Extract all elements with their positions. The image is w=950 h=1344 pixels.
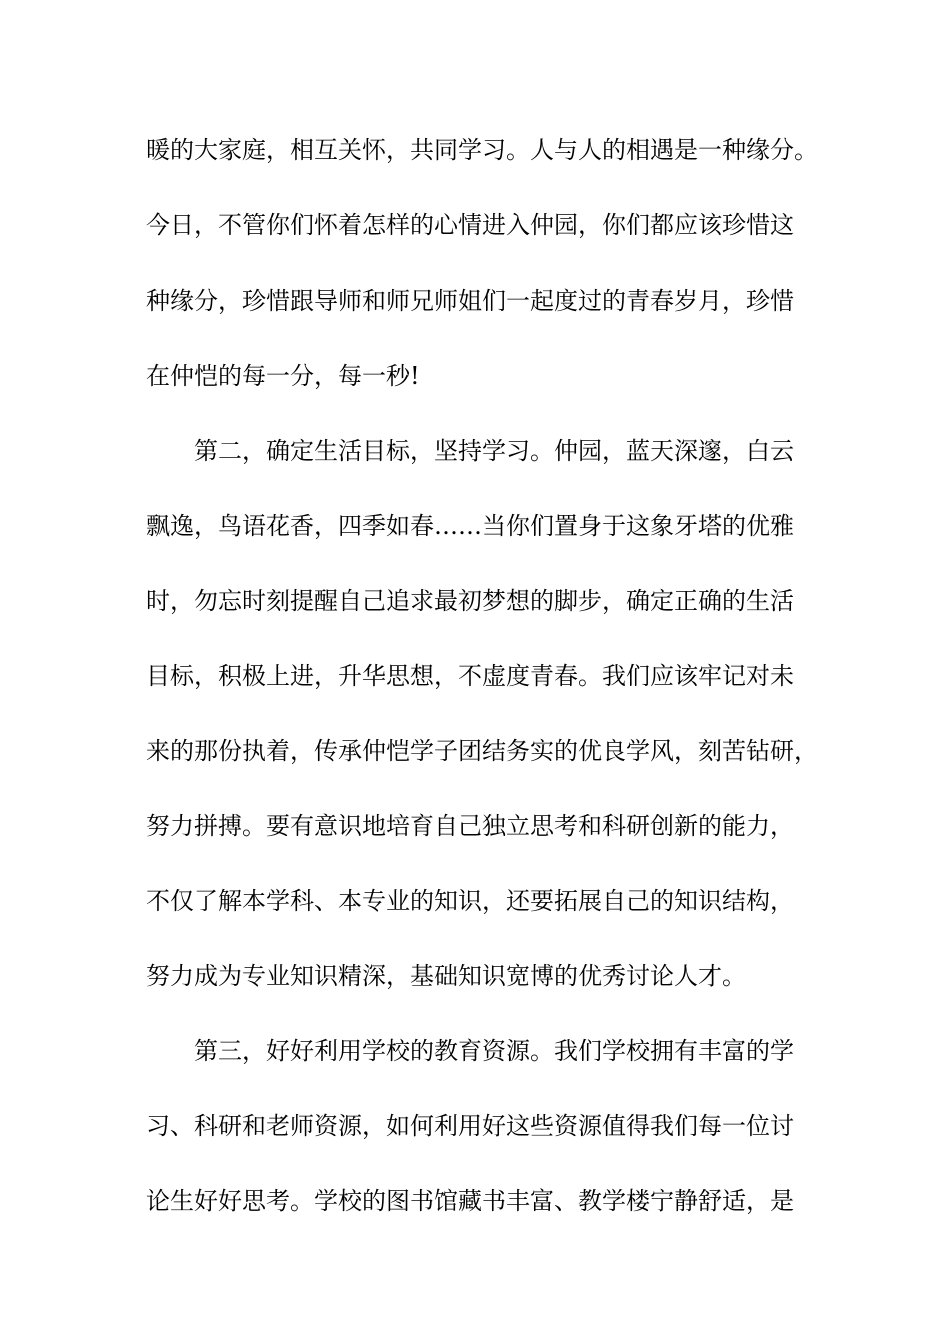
text-line: 努力拼搏。要有意识地培育自己独立思考和科研创新的能力， (146, 812, 794, 840)
text-line: 飘逸，鸟语花香，四季如春……当你们置身于这象牙塔的优雅 (146, 512, 794, 540)
text-line: 在仲恺的每一分，每一秒! (146, 362, 420, 390)
text-line: 来的那份执着，传承仲恺学子团结务实的优良学风，刻苦钻研， (146, 737, 818, 765)
text-line: 目标，积极上进，升华思想，不虚度青春。我们应该牢记对未 (146, 662, 794, 690)
text-line: 时，勿忘时刻提醒自己追求最初梦想的脚步，确定正确的生活 (146, 587, 794, 615)
text-line: 努力成为专业知识精深，基础知识宽博的优秀讨论人才。 (146, 962, 746, 990)
paragraph-first-line: 第三，好好利用学校的教育资源。我们学校拥有丰富的学 (194, 1037, 794, 1065)
text-line: 不仅了解本学科、本专业的知识，还要拓展自己的知识结构， (146, 887, 794, 915)
text-line: 种缘分，珍惜跟导师和师兄师姐们一起度过的青春岁月，珍惜 (146, 287, 794, 315)
text-line: 习、科研和老师资源，如何利用好这些资源值得我们每一位讨 (146, 1112, 794, 1140)
text-line: 论生好好思考。学校的图书馆藏书丰富、教学楼宁静舒适，是 (146, 1187, 794, 1215)
text-line: 今日，不管你们怀着怎样的心情进入仲园，你们都应该珍惜这 (146, 211, 794, 239)
paragraph-first-line: 第二，确定生活目标，坚持学习。仲园，蓝天深邃，白云 (194, 437, 794, 465)
text-line: 暖的大家庭，相互关怀，共同学习。人与人的相遇是一种缘分。 (146, 136, 818, 164)
